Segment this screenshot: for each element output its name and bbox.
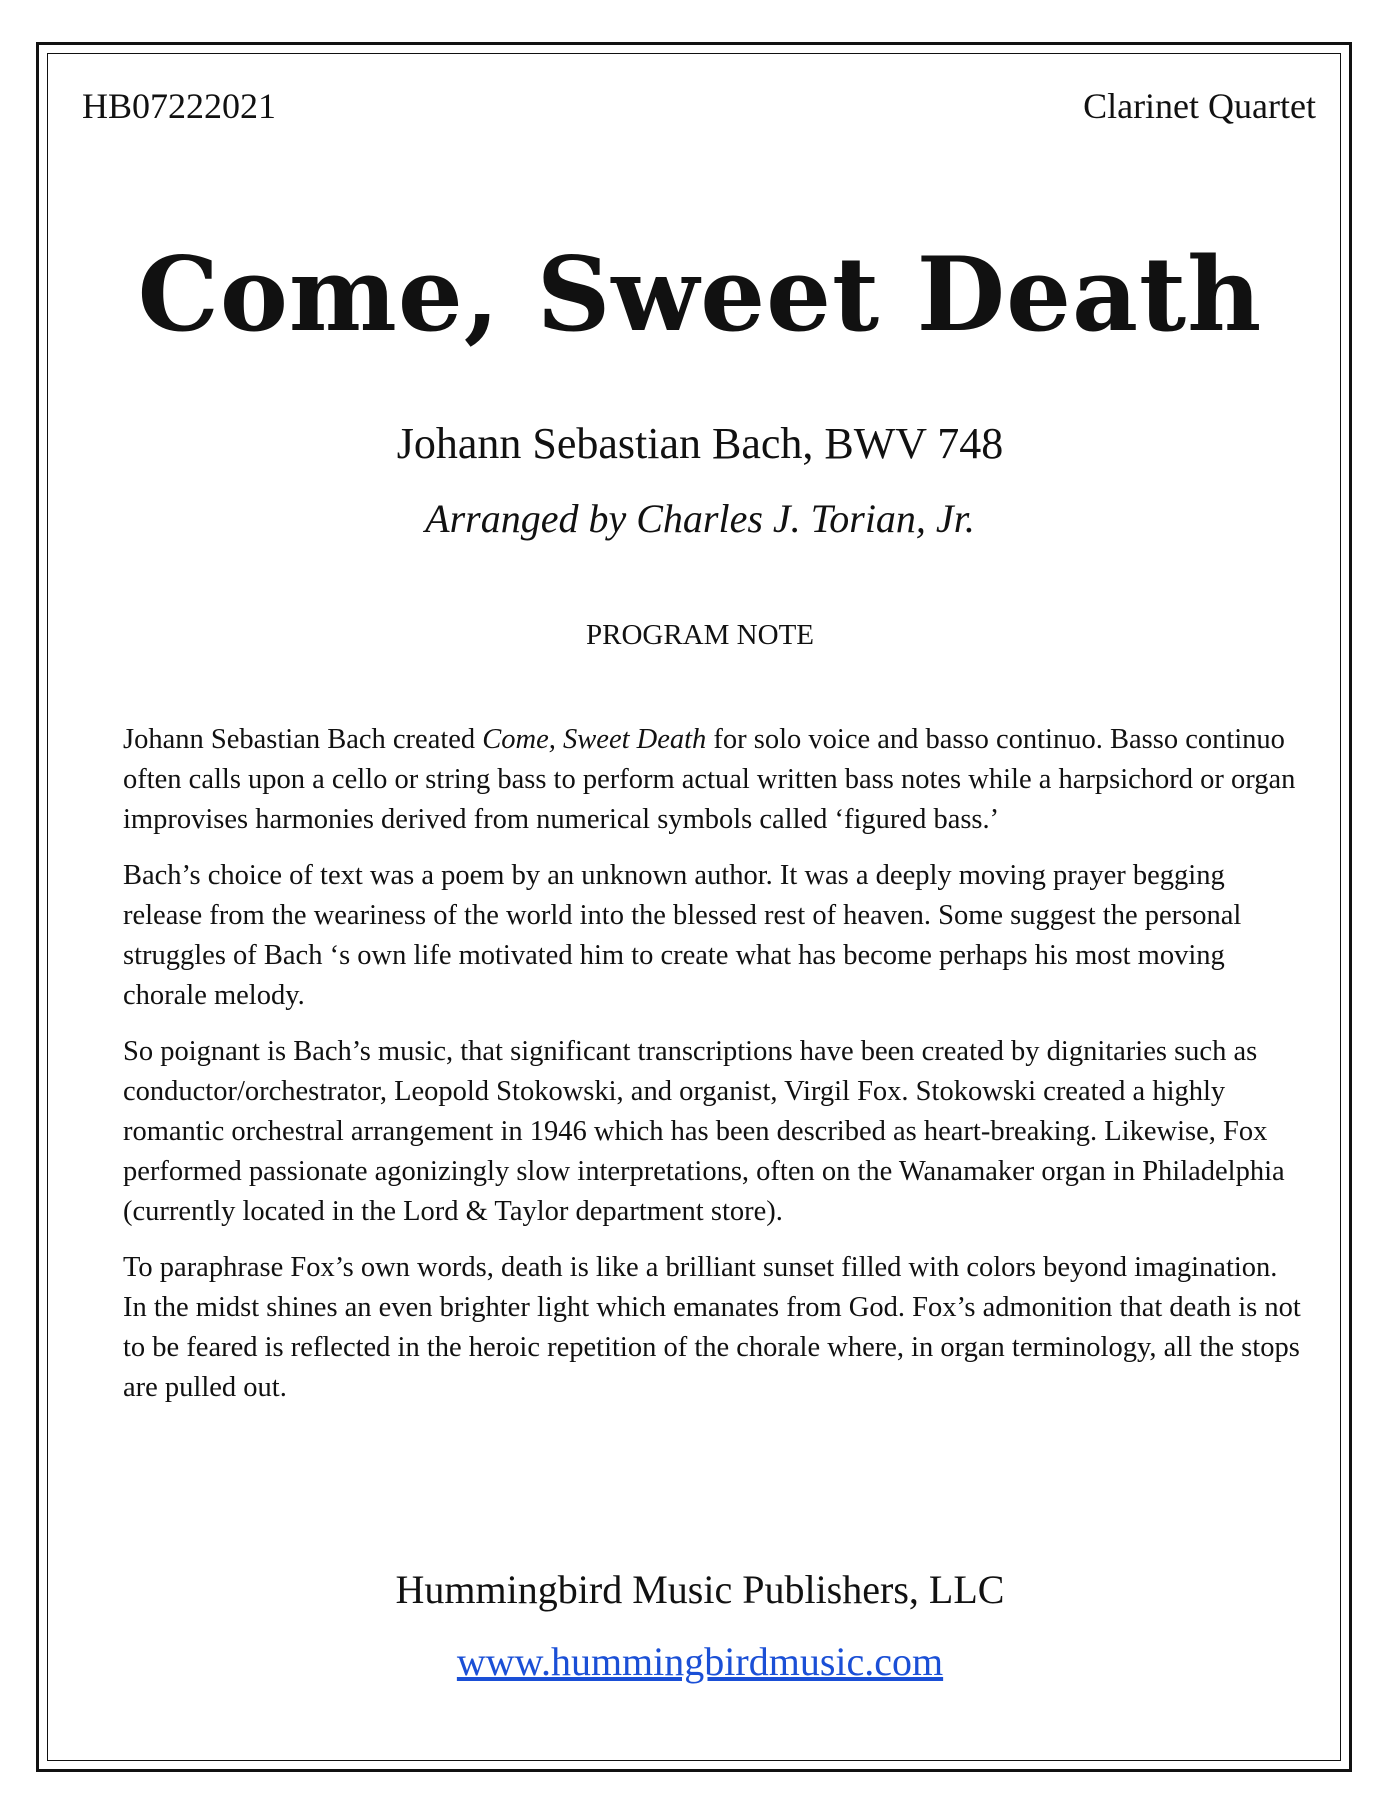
website-line: [0, 1638, 1400, 1686]
arranger-line: Arranged by Charles J. Torian, Jr.: [425, 496, 975, 541]
catalog-number: HB07222021: [82, 86, 277, 126]
composer-line: Johann Sebastian Bach, BWV 748: [396, 419, 1004, 468]
program-note-paragraph-4: To paraphrase Fox’s own words, death is like a brilliant sunset filled with colors beyond imagination. In the midst shines an even brighter light which emanates from God. Fox’s admonition that death is not to be feared is reflected in the heroic repetition of the chorale where, in organ terminology, all the stops are pulled out.: [123, 1252, 1301, 1403]
program-note-body: [123, 720, 1303, 1424]
instrumentation: Clarinet Quartet: [1083, 86, 1316, 126]
website-link[interactable]: www.hummingbirdmusic.com: [456, 1639, 944, 1684]
publisher-name: Hummingbird Music Publishers, LLC: [395, 1567, 1005, 1612]
paragraph-1-text-end: for solo voice and basso continuo. Basso continuo often calls upon a cello or string bass to perform actual written bass notes while a harpsichord or organ improvises harmonies derived from numerical symbols called ‘figured bass.’: [123, 724, 1296, 835]
program-note-paragraph-2: Bach’s choice of text was a poem by an unknown author. It was a deeply moving prayer begging release from the weariness of the world into the blessed rest of heaven. Some suggest the personal struggles of Bach ‘s own life motivated him to create what has become perhaps his most moving chorale melody.: [123, 860, 1242, 1011]
program-note-paragraph-1: [123, 720, 1303, 840]
work-title-italic: Come, Sweet Death: [482, 724, 707, 755]
program-note-paragraph-3: So poignant is Bach’s music, that significant transcriptions have been created by dignitaries such as conductor/orchestrator, Leopold Stokowski, and organist, Virgil Fox. Stokowski created a highly romantic orchestral arrangement in 1946 which has been described as heart-breaking. Likewise, Fox performed passionate agonizingly slow interpretations, often on the Wanamaker organ in Philadelphia (currently located in the Lord & Taylor department store).: [123, 1036, 1285, 1227]
paragraph-1-text-start: Johann Sebastian Bach created: [123, 724, 483, 755]
page-title: Come, Sweet Death: [137, 235, 1263, 355]
program-note-heading: PROGRAM NOTE: [586, 619, 814, 651]
